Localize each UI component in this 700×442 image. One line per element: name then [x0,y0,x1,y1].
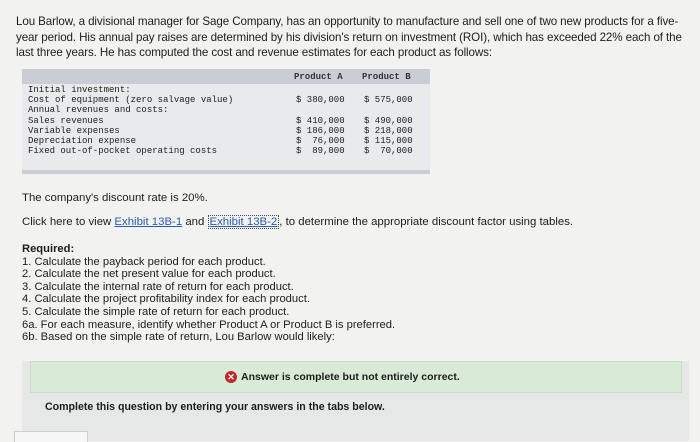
table-body [22,84,430,174]
row-label: Depreciation expense [28,136,137,146]
required-item: 6a. For each measure, identify whether Product A or Product B is preferred. [22,318,396,331]
column-header-product-a: Product A [294,72,343,82]
problem-intro: Lou Barlow, a divisional manager for Sage Company, has an opportunity to manufacture and sell one of two new products for a five-year period. His annual pay raises are determined by his division's return on investment (ROI), which has exceeded 22% each of the last three years. He has computed the cost and revenue estimates for each product as follows: [16,15,682,59]
cell-product-b: $ 70,000 [364,146,413,156]
required-item: 3. Calculate the internal rate of return for each product. [22,280,294,293]
cell-product-a: $ 186,000 [296,126,345,136]
answer-status-text: Answer is complete but not entirely correct. [241,371,460,383]
required-item: 1. Calculate the payback period for each product. [22,255,266,268]
discount-rate-text: The company's discount rate is 20%. [22,192,208,204]
answer-status [225,371,460,383]
answer-tab[interactable] [14,431,88,442]
exhibit-13b-2-link[interactable]: Exhibit 13B-2 [209,216,278,228]
cell-product-a: $ 380,000 [296,95,345,105]
exhibit-post-text: , to determine the appropriate discount factor using tables. [279,216,574,228]
table-header [22,69,430,84]
required-item: 6b. Based on the simple rate of return, Lou Barlow would likely: [22,331,335,344]
cell-product-b: $ 490,000 [364,116,413,126]
exhibit-mid-text: and [182,216,208,228]
row-label: Initial investment: [28,85,131,95]
required-item: 5. Calculate the simple rate of return for each product. [22,305,290,318]
cell-product-a: $ 410,000 [296,116,345,126]
cell-product-a: $ 89,000 [296,146,345,156]
row-label: Fixed out-of-pocket operating costs [28,146,218,156]
answer-status-bar [30,361,682,393]
exhibit-pre-text: Click here to view [22,216,115,228]
row-label: Sales revenues [28,116,104,126]
cell-product-b: $ 218,000 [364,126,413,136]
cost-revenue-table [22,69,430,174]
required-heading: Required: [22,243,75,255]
column-header-product-b: Product B [362,72,411,82]
required-item: 4. Calculate the project profitability index for each product. [22,293,310,306]
answer-panel [22,361,689,441]
row-label: Cost of equipment (zero salvage value) [28,95,234,105]
required-item: 2. Calculate the net present value for each product. [22,268,276,281]
exhibit-instruction [22,215,573,230]
cell-product-b: $ 575,000 [364,95,413,105]
error-x-icon: ✕ [225,371,237,383]
exhibit-13b-1-link[interactable]: Exhibit 13B-1 [114,216,183,228]
required-section [22,243,395,344]
row-label: Variable expenses [28,126,120,136]
complete-instruction: Complete this question by entering your answers in the tabs below. [45,401,385,413]
cell-product-a: $ 76,000 [296,136,345,146]
row-label: Annual revenues and costs: [28,105,169,115]
cell-product-b: $ 115,000 [364,136,413,146]
